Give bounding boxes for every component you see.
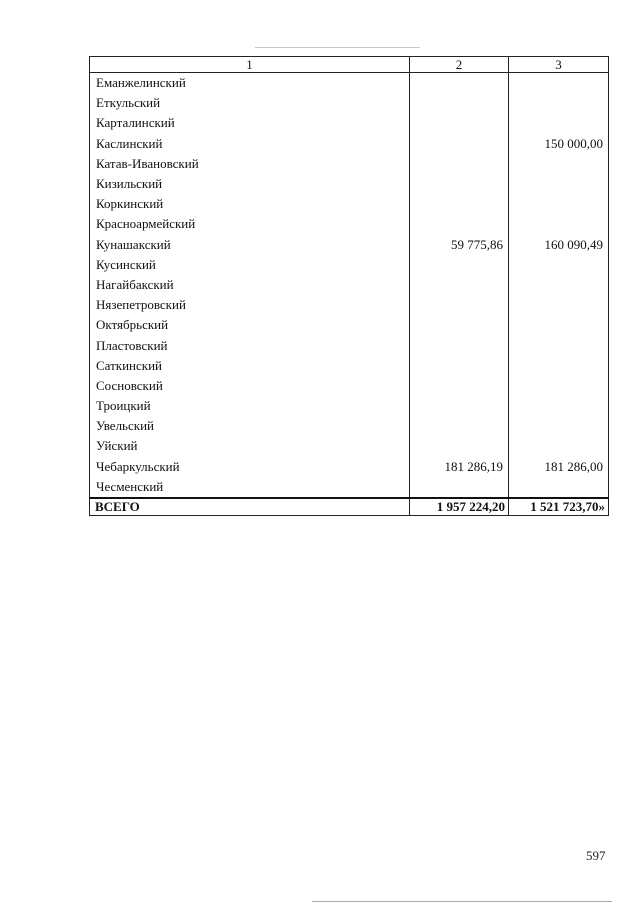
value-col-2: 59 775,86 <box>410 235 509 255</box>
total-row <box>90 498 609 516</box>
table-row <box>90 396 609 416</box>
table-row <box>90 275 609 295</box>
table-row <box>90 214 609 234</box>
table-row <box>90 356 609 376</box>
value-col-2 <box>410 73 509 94</box>
value-col-2 <box>410 154 509 174</box>
table-row <box>90 255 609 275</box>
district-name: Чесменский <box>90 477 410 498</box>
table-row <box>90 154 609 174</box>
top-rule <box>255 47 420 48</box>
table-row <box>90 315 609 335</box>
value-col-2 <box>410 255 509 275</box>
district-name: Красноармейский <box>90 214 410 234</box>
value-col-2 <box>410 93 509 113</box>
value-col-2 <box>410 436 509 456</box>
value-col-3 <box>509 154 609 174</box>
district-name: Увельский <box>90 416 410 436</box>
value-col-2 <box>410 396 509 416</box>
value-col-2 <box>410 416 509 436</box>
table-row <box>90 194 609 214</box>
value-col-3 <box>509 255 609 275</box>
district-name: Нязепетровский <box>90 295 410 315</box>
value-col-3 <box>509 376 609 396</box>
table-header <box>90 57 609 73</box>
value-col-3: 181 286,00 <box>509 457 609 477</box>
value-col-3 <box>509 73 609 94</box>
bottom-rule <box>312 901 612 902</box>
table-row <box>90 335 609 355</box>
table-row <box>90 134 609 154</box>
district-name: Саткинский <box>90 356 410 376</box>
value-col-3 <box>509 356 609 376</box>
value-col-3 <box>509 335 609 355</box>
value-col-2 <box>410 335 509 355</box>
table-row <box>90 416 609 436</box>
district-name: Еманжелинский <box>90 73 410 94</box>
table-row <box>90 174 609 194</box>
data-table <box>89 56 609 516</box>
table-row <box>90 235 609 255</box>
district-name: Чебаркульский <box>90 457 410 477</box>
value-col-3 <box>509 275 609 295</box>
district-name: Катав-Ивановский <box>90 154 410 174</box>
table-body <box>90 73 609 498</box>
table-row <box>90 376 609 396</box>
value-col-3 <box>509 436 609 456</box>
value-col-2: 181 286,19 <box>410 457 509 477</box>
value-col-3 <box>509 174 609 194</box>
value-col-2 <box>410 376 509 396</box>
table-row <box>90 436 609 456</box>
value-col-3: 160 090,49 <box>509 235 609 255</box>
district-name: Кусинский <box>90 255 410 275</box>
district-name: Троицкий <box>90 396 410 416</box>
value-col-2 <box>410 477 509 498</box>
value-col-3: 150 000,00 <box>509 134 609 154</box>
total-col-2: 1 957 224,20 <box>410 498 509 516</box>
value-col-3 <box>509 113 609 133</box>
value-col-2 <box>410 356 509 376</box>
district-name: Еткульский <box>90 93 410 113</box>
value-col-2 <box>410 275 509 295</box>
value-col-3 <box>509 194 609 214</box>
district-name: Каслинский <box>90 134 410 154</box>
district-name: Октябрьский <box>90 315 410 335</box>
header-col-1: 1 <box>90 57 410 73</box>
value-col-3 <box>509 416 609 436</box>
value-col-3 <box>509 93 609 113</box>
district-name: Кунашакский <box>90 235 410 255</box>
total-label: ВСЕГО <box>90 498 410 516</box>
page-number: 597 <box>586 848 606 863</box>
district-name: Нагайбакский <box>90 275 410 295</box>
table-row <box>90 295 609 315</box>
table-footer <box>90 498 609 516</box>
value-col-3 <box>509 477 609 498</box>
table-row <box>90 73 609 94</box>
value-col-3 <box>509 295 609 315</box>
table-row <box>90 477 609 498</box>
district-name: Кизильский <box>90 174 410 194</box>
district-name: Уйский <box>90 436 410 456</box>
header-row <box>90 57 609 73</box>
district-name: Карталинский <box>90 113 410 133</box>
table-row <box>90 457 609 477</box>
header-col-2: 2 <box>410 57 509 73</box>
district-name: Сосновский <box>90 376 410 396</box>
value-col-2 <box>410 315 509 335</box>
value-col-3 <box>509 315 609 335</box>
total-col-3: 1 521 723,70» <box>509 498 609 516</box>
district-name: Пластовский <box>90 335 410 355</box>
value-col-2 <box>410 113 509 133</box>
value-col-2 <box>410 174 509 194</box>
value-col-2 <box>410 214 509 234</box>
value-col-3 <box>509 214 609 234</box>
table-row <box>90 93 609 113</box>
district-name: Коркинский <box>90 194 410 214</box>
header-col-3: 3 <box>509 57 609 73</box>
value-col-2 <box>410 295 509 315</box>
value-col-2 <box>410 194 509 214</box>
table-row <box>90 113 609 133</box>
value-col-3 <box>509 396 609 416</box>
value-col-2 <box>410 134 509 154</box>
